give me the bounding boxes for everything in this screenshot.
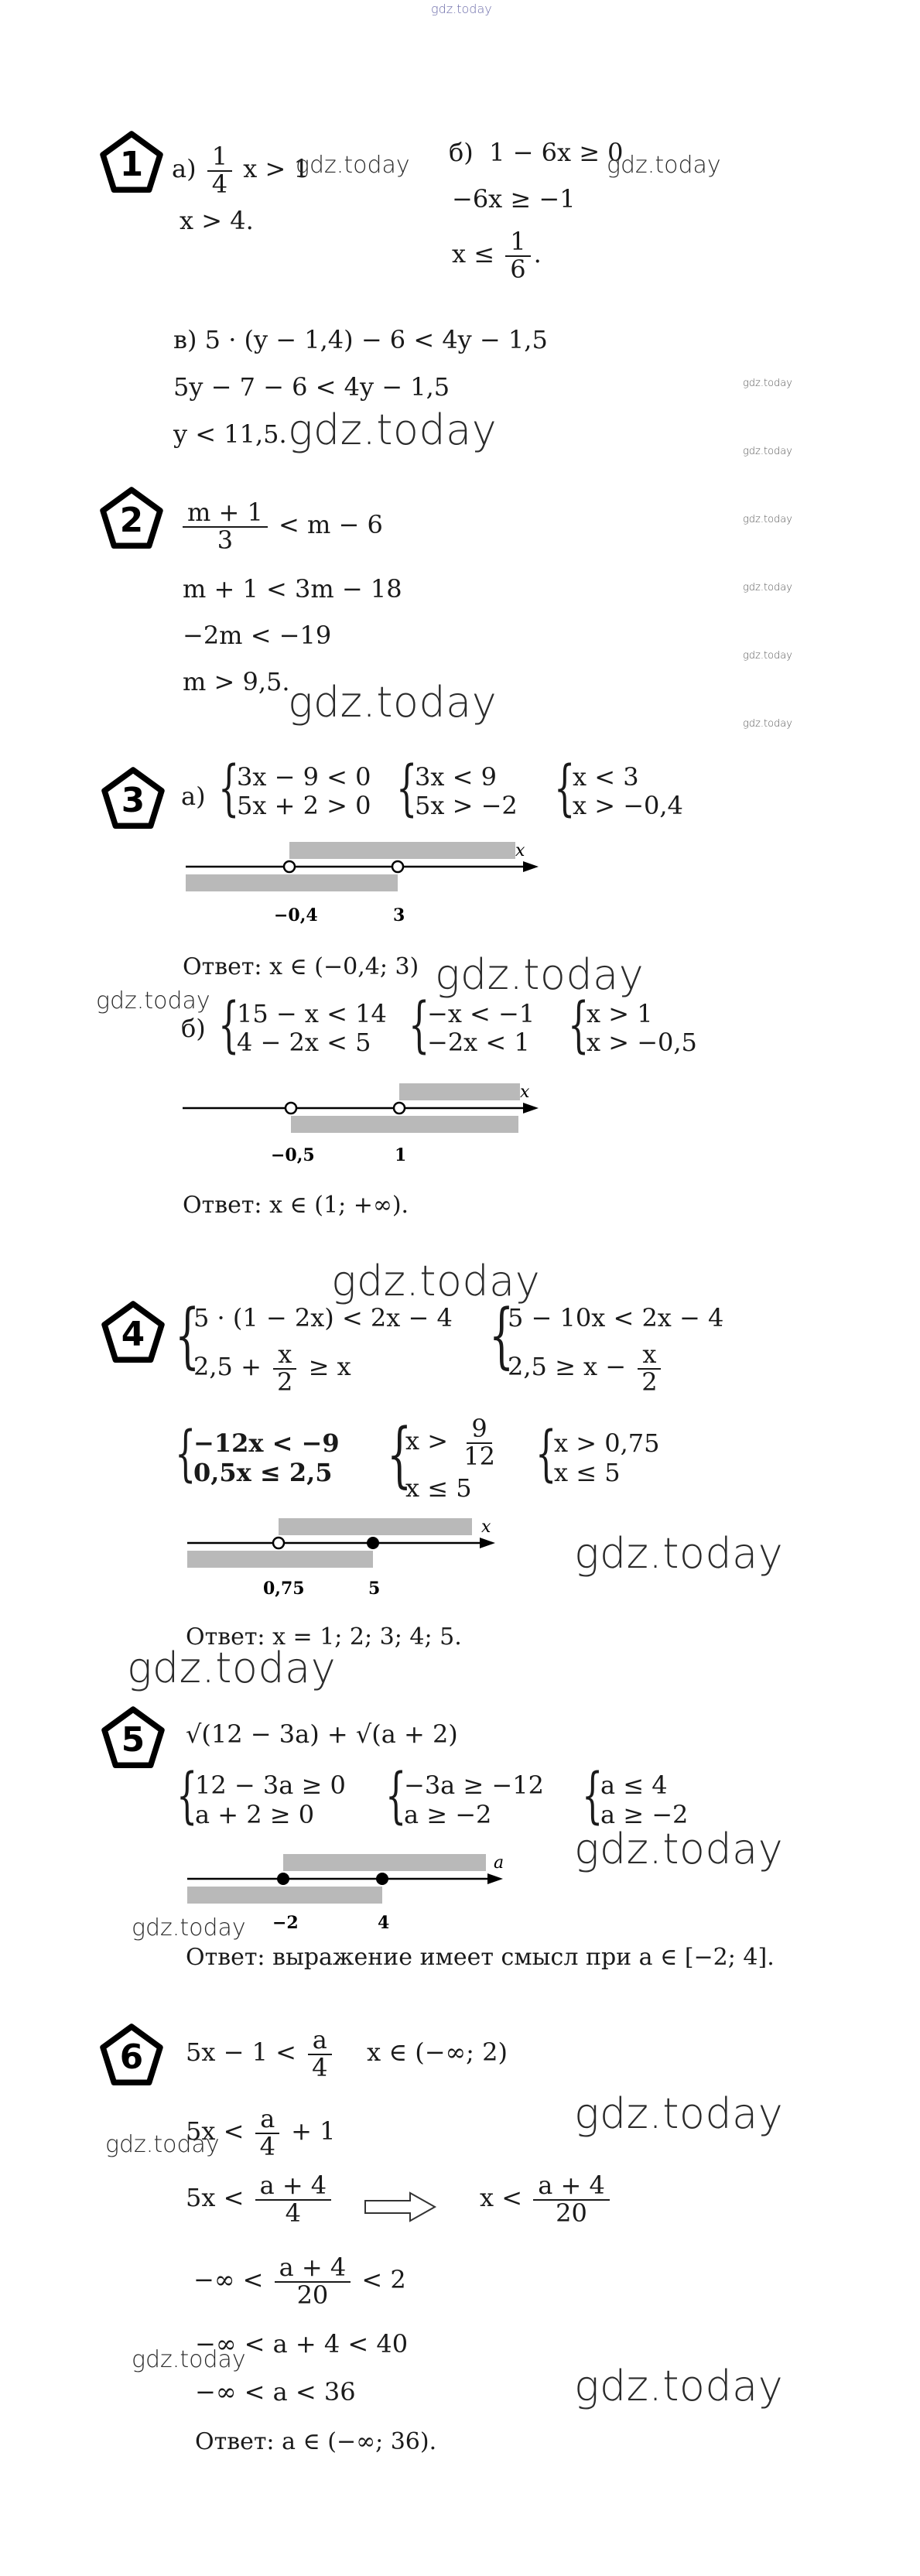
watermark: gdz.today (743, 718, 792, 730)
system-brace: { (385, 1761, 407, 1831)
task4-s4-row2: x ≤ 5 (405, 1473, 472, 1503)
expr: 5x < (186, 2116, 245, 2147)
system-brace: { (568, 990, 590, 1060)
system-a3 (573, 763, 683, 820)
system-brace: { (409, 990, 430, 1060)
axis-variable: x (481, 1517, 491, 1537)
system-row: 15 − x < 14 (237, 999, 387, 1028)
tick-label: −2 (272, 1913, 299, 1933)
task1-a-result: x > 4. (180, 206, 254, 235)
system-row: a ≤ 4 (600, 1770, 668, 1800)
task4-s2-row2 (508, 1339, 665, 1397)
system-row: 12 − 3a ≥ 0 (195, 1770, 346, 1800)
shade-upper (289, 842, 515, 859)
frac-den: 20 (296, 2280, 329, 2310)
frac-den: 2 (641, 1367, 658, 1397)
closed-point (376, 1873, 388, 1885)
axis-arrow (480, 1538, 495, 1548)
system-row: x > 1 (587, 999, 653, 1028)
shade-lower (186, 874, 398, 891)
task-number-badge (101, 766, 166, 831)
expr: < 2 (361, 2265, 406, 2295)
open-point (284, 861, 295, 872)
frac-den: 4 (259, 2131, 275, 2161)
task2-line3: −2m < −19 (183, 621, 332, 650)
frac-num: m + 1 (183, 500, 268, 528)
task-number: 4 (121, 1314, 145, 1354)
expr: 5x < (186, 2183, 245, 2213)
number-line-4 (186, 1514, 511, 1606)
open-point (286, 1103, 296, 1114)
shade-upper (283, 1854, 486, 1871)
expr: 5x − 1 < (186, 2037, 296, 2068)
task6-line1 (186, 2027, 508, 2081)
frac-den: 12 (463, 1441, 495, 1471)
tick-label: 3 (393, 905, 405, 925)
task6-line4 (193, 2255, 406, 2308)
watermark: gdz.today (743, 446, 792, 457)
task6-line3 (186, 2173, 334, 2226)
system-row: a + 2 ≥ 0 (195, 1800, 315, 1829)
watermark: gdz.today (288, 405, 498, 454)
tick-label: −0,4 (274, 905, 318, 925)
frac-num: 1 (505, 229, 530, 257)
watermark: gdz.today (127, 1644, 337, 1692)
expr: 2,5 + (193, 1352, 262, 1382)
task4-s1-row1: 5 · (1 − 2x) < 2x − 4 (193, 1303, 453, 1332)
tick-label: 4 (378, 1913, 390, 1933)
task1-v-line1: в) 5 · (y − 1,4) − 6 < 4y − 1,5 (173, 325, 548, 354)
watermark: gdz.today (743, 514, 792, 525)
shade-lower (187, 1551, 373, 1568)
system-row: x > 0,75 (554, 1428, 660, 1458)
closed-point (367, 1537, 379, 1549)
expr: x > (405, 1426, 449, 1456)
frac-den: 4 (312, 2052, 328, 2082)
system-row: −3a ≥ −12 (404, 1770, 544, 1800)
system-b1 (237, 1000, 387, 1057)
shade-upper (279, 1518, 472, 1535)
system-row: 5x > −2 (415, 791, 518, 820)
frac-den: 20 (556, 2198, 587, 2228)
task1-v-line2: 5y − 7 − 6 < 4y − 1,5 (173, 372, 450, 402)
item-label: б) (449, 138, 474, 167)
system-b3 (587, 1000, 697, 1057)
frac-num: 1 (207, 144, 232, 172)
open-point (394, 1103, 405, 1114)
task-number: 2 (119, 500, 144, 540)
watermark: gdz.today (105, 2131, 220, 2158)
system-row: a ≥ −2 (404, 1800, 492, 1829)
watermark: gdz.today (574, 2362, 784, 2410)
task3-b-answer: Ответ: x ∈ (1; +∞). (183, 1192, 409, 1219)
task5-expression: √(12 − 3a) + √(a + 2) (186, 1719, 458, 1749)
item-label: а) (181, 782, 206, 811)
task6-line6: −∞ < a < 36 (195, 2377, 356, 2407)
watermark: gdz.today (607, 152, 721, 179)
task6-line5: −∞ < a + 4 < 40 (195, 2329, 409, 2359)
expr: + 1 (291, 2116, 336, 2147)
frac-den: 2 (277, 1367, 293, 1397)
open-point (273, 1538, 284, 1548)
watermark: gdz.today (132, 1914, 246, 1941)
frac-num: a + 4 (275, 2255, 351, 2283)
system-brace: { (554, 754, 576, 823)
task1-b-line2: −6x ≥ −1 (452, 184, 576, 214)
frac-den: 4 (285, 2198, 302, 2228)
system-brace: { (175, 1419, 197, 1489)
watermark: gdz.today (743, 650, 792, 662)
frac-num: x (273, 1342, 296, 1370)
frac-num: a + 4 (255, 2173, 332, 2201)
task-number-badge (99, 2023, 164, 2088)
axis-variable: x (515, 841, 525, 860)
system-brace: { (387, 1413, 412, 1496)
system-row: 4 − 2x < 5 (237, 1028, 371, 1057)
expr: 2,5 ≥ x − (508, 1352, 627, 1382)
task3-a-answer: Ответ: x ∈ (−0,4; 3) (183, 953, 419, 980)
system-brace: { (218, 754, 240, 823)
item-label: б) (181, 1014, 206, 1043)
system-brace: { (176, 1761, 198, 1831)
system-row: −2x < 1 (427, 1028, 530, 1057)
tick-label: 0,75 (263, 1579, 305, 1599)
frac-den: 6 (510, 254, 526, 284)
watermark: gdz.today (296, 152, 410, 179)
system-brace: { (582, 1761, 604, 1831)
inequality: x ≤ (452, 239, 495, 269)
task-number-badge (99, 130, 164, 195)
system-brace: { (218, 990, 240, 1060)
system-row: 5x + 2 > 0 (237, 791, 371, 820)
task4-s5 (554, 1428, 659, 1487)
frac-num: a (255, 2106, 279, 2134)
axis-variable: x (520, 1083, 530, 1102)
system-row: 0,5x ≤ 2,5 (193, 1458, 333, 1487)
item-label: а) (172, 154, 197, 184)
axis-variable: a (494, 1853, 504, 1873)
system-brace: { (396, 754, 418, 823)
task-number: 5 (121, 1719, 145, 1760)
shade-lower (187, 1887, 382, 1904)
system-row: a ≥ −2 (600, 1800, 689, 1829)
task-number: 6 (119, 2037, 144, 2077)
frac-num: x (638, 1342, 661, 1370)
task1-a-line (172, 144, 310, 197)
system-brace: { (489, 1294, 515, 1377)
task1-b-line1 (449, 138, 624, 167)
watermark: gdz.today (96, 987, 210, 1014)
system-brace: { (535, 1419, 557, 1489)
open-point (392, 861, 403, 872)
system-a1 (237, 763, 371, 820)
task-number-badge (99, 486, 164, 551)
task6-answer: Ответ: a ∈ (−∞; 36). (195, 2428, 437, 2455)
number-line-3a (183, 837, 554, 930)
system-row: x ≤ 5 (554, 1458, 621, 1487)
axis-arrow (487, 1873, 503, 1884)
system-a2 (415, 763, 518, 820)
watermark: gdz.today (743, 582, 792, 594)
task-number-badge (101, 1300, 166, 1365)
task6-line3-right (480, 2173, 613, 2226)
period: . (533, 239, 542, 269)
expr: x ∈ (−∞; 2) (367, 2037, 508, 2068)
watermark: gdz.today (574, 1529, 784, 1578)
task4-answer: Ответ: x = 1; 2; 3; 4; 5. (186, 1623, 462, 1651)
task4-s4-row1 (405, 1416, 503, 1469)
shade-lower (291, 1116, 518, 1133)
task5-s2 (404, 1770, 544, 1829)
expr: −∞ < (193, 2265, 264, 2295)
system-row: 3x < 9 (415, 762, 497, 792)
system-row: x > −0,5 (587, 1028, 697, 1057)
watermark: gdz.today (132, 2346, 246, 2373)
frac-num: 9 (467, 1416, 491, 1444)
tick-label: 5 (368, 1579, 381, 1599)
axis-arrow (523, 861, 539, 872)
watermark: gdz.today (331, 1257, 541, 1305)
frac-num: a + 4 (533, 2173, 610, 2201)
closed-point (277, 1873, 289, 1885)
shade-upper (399, 1083, 520, 1100)
number-line-3b (183, 1077, 554, 1170)
task5-answer: Ответ: выражение имеет смысл при a ∈ [−2; 4]. (186, 1944, 775, 1971)
watermark: gdz.today (743, 378, 792, 389)
implies-arrow-icon (362, 2190, 439, 2224)
watermark: gdz.today (435, 950, 645, 999)
frac-den: 4 (211, 169, 228, 199)
inequality: x > 1 (243, 154, 310, 184)
task2-line2: m + 1 < 3m − 18 (183, 574, 402, 604)
system-row: x > −0,4 (573, 791, 683, 820)
task4-s2-row1: 5 − 10x < 2x − 4 (508, 1303, 724, 1332)
frac-num: a (308, 2027, 332, 2055)
task4-s1-row2 (193, 1339, 351, 1397)
task5-s3 (600, 1770, 688, 1829)
axis-arrow (523, 1103, 539, 1114)
watermark: gdz.today (288, 678, 498, 727)
task2-line1 (180, 500, 383, 553)
inequality: < m − 6 (279, 510, 383, 540)
tick-label: 1 (395, 1145, 407, 1165)
watermark: gdz.today (574, 1825, 784, 1873)
top-watermark: gdz.today (431, 2, 492, 16)
system-row: x < 3 (573, 762, 639, 792)
task1-v-line3: y < 11,5. (173, 419, 287, 449)
system-row: −12x < −9 (193, 1428, 340, 1458)
task5-s1 (195, 1770, 346, 1829)
system-row: −x < −1 (427, 999, 535, 1028)
watermark: gdz.today (574, 2089, 784, 2138)
task1-b-line3 (452, 229, 542, 282)
task-number: 3 (121, 780, 145, 820)
task4-s3 (193, 1428, 340, 1487)
expr: ≥ x (308, 1352, 351, 1382)
system-row: 3x − 9 < 0 (237, 762, 371, 792)
task-number-badge (101, 1705, 166, 1770)
tick-label: −0,5 (271, 1145, 315, 1165)
inequality: 1 − 6x ≥ 0 (489, 138, 624, 167)
task-number: 1 (119, 144, 144, 184)
expr: x < (480, 2183, 523, 2213)
system-b2 (427, 1000, 535, 1057)
task2-line4: m > 9,5. (183, 667, 290, 696)
frac-den: 3 (217, 525, 234, 555)
system-brace: { (175, 1294, 200, 1377)
